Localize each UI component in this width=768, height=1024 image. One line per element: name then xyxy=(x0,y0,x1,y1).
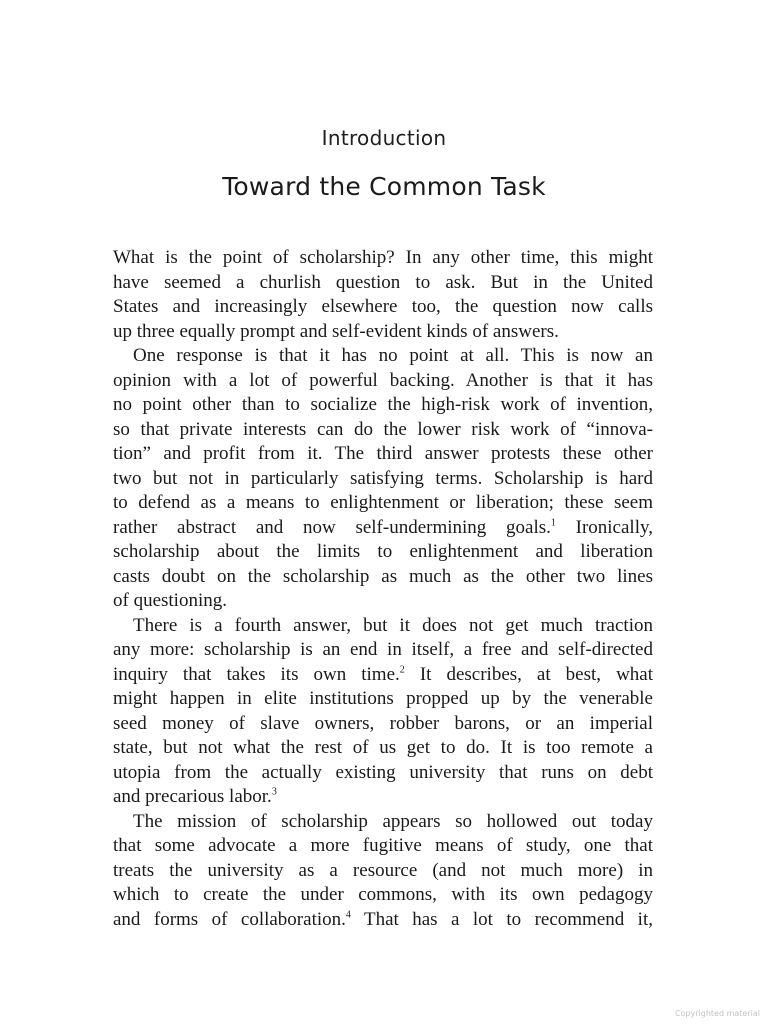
paragraph-3-line-3-text: inquiry that takes its own time. xyxy=(113,663,400,685)
paragraph-4-line-4: which to create the under commons, with its own pedagogy xyxy=(113,884,653,905)
footnote-marker-1: 1 xyxy=(550,517,556,529)
paragraph-2-line-8 xyxy=(113,516,653,541)
body-text xyxy=(113,246,653,932)
paragraph-3-line-8-text: and precarious labor. xyxy=(113,786,272,807)
paragraph-2-line-8-text: rather abstract and now self-undermining goals. xyxy=(113,516,551,538)
paragraph-2-line-2: opinion with a lot of powerful backing. Another is that it has xyxy=(113,369,653,391)
paragraph-2-line-5: tion” and profit from it. The third answer protests these other xyxy=(113,443,653,464)
copyright-watermark: Copyrighted material xyxy=(674,1009,760,1018)
paragraph-3-line-6: state, but not what the rest of us get to do. It is too remote a xyxy=(113,737,653,758)
paragraph-4-line-5-tail: That has a lot to recommend it, xyxy=(363,908,653,930)
footnote-marker-2: 2 xyxy=(399,664,405,676)
paragraph-2-line-3: no point other than to socialize the high-risk work of invention, xyxy=(113,394,653,415)
chapter-kicker: Introduction xyxy=(321,126,447,150)
footnote-marker-4: 4 xyxy=(345,909,351,921)
footnote-marker-3: 3 xyxy=(271,786,277,798)
paragraph-2-line-8-tail: Ironically, xyxy=(555,516,653,538)
paragraph-4-line-5 xyxy=(113,908,653,933)
paragraph-1-line-2: have seemed a churlish question to ask. But in the United xyxy=(113,271,653,293)
paragraph-1-line-3: States and increasingly elsewhere too, the question now calls xyxy=(113,296,653,317)
paragraph-3-line-8 xyxy=(113,785,653,810)
paragraph-4-line-3: treats the university as a resource (and not much more) in xyxy=(113,859,653,881)
paragraph-3-line-5: seed money of slave owners, robber barons, or an imperial xyxy=(113,712,653,734)
paragraph-3-line-2: any more: scholarship is an end in itself, a free and self-directed xyxy=(113,639,653,660)
paragraph-2-line-9: scholarship about the limits to enlightenment and liberation xyxy=(113,541,653,562)
paragraph-2-line-7: to defend as a means to enlightenment or liberation; these seem xyxy=(113,492,653,513)
paragraph-2-line-6: two but not in particularly satisfying terms. Scholarship is hard xyxy=(113,467,653,489)
paragraph-2-line-11: of questioning. xyxy=(113,590,227,611)
paragraph-2-line-10: casts doubt on the scholarship as much as the other two lines xyxy=(113,565,653,587)
paragraph-4-line-2: that some advocate a more fugitive means of study, one that xyxy=(113,835,653,856)
paragraph-2-line-1: One response is that it has no point at all. This is now an xyxy=(133,345,653,366)
paragraph-2-line-4: so that private interests can do the lower risk work of “innova- xyxy=(113,418,653,440)
paragraph-3-line-1: There is a fourth answer, but it does not get much traction xyxy=(133,614,653,636)
chapter-title: Toward the Common Task xyxy=(222,172,546,201)
paragraph-4-line-1: The mission of scholarship appears so hollowed out today xyxy=(133,810,653,832)
paragraph-3-line-7: utopia from the actually existing university that runs on debt xyxy=(113,761,653,783)
paragraph-1-line-1: What is the point of scholarship? In any other time, this might xyxy=(113,247,653,268)
paragraph-1-line-4: up three equally prompt and self-evident kinds of answers. xyxy=(113,320,559,342)
paragraph-3-line-3 xyxy=(113,663,653,688)
paragraph-3-line-4: might happen in elite institutions propped up by the venerable xyxy=(113,688,653,709)
paragraph-4-line-5-text: and forms of collaboration. xyxy=(113,908,346,930)
paragraph-3-line-3-tail: It describes, at best, what xyxy=(404,663,653,685)
